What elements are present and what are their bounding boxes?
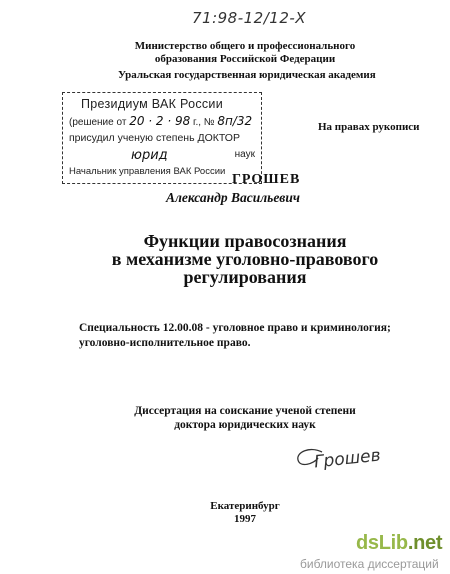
title-line-2: в механизме уголовно-правового [111,249,379,269]
signature: Грошев [313,445,382,473]
ministry-header [20,40,450,66]
stamp-decision-prefix: (решение от [69,117,127,128]
degree-line-2: доктора юридических наук [174,419,316,431]
stamp-line-1: Президиум ВАК России [81,97,223,111]
handwritten-reference: 71:98-12/12-Х [192,9,307,27]
degree-statement [20,404,450,432]
city: Екатеринбург [210,500,280,512]
degree-line-1: Диссертация на соискание ученой степени [134,405,356,417]
dslib-logo-main: dsLib [356,532,408,554]
dslib-tagline: библиотека диссертаций [300,557,439,571]
specialty-line-2: уголовно-исполнительное право. [79,337,251,349]
ministry-line-1: Министерство общего и профессионального [134,40,356,52]
stamp-field-suffix: наук [234,149,255,160]
author-name: Александр Васильевич [166,190,300,205]
dissertation-title [20,232,450,286]
stamp-decision-number: 8п/32 [217,114,253,128]
title-line-1: Функции правосознания [143,231,347,251]
stamp-line-2 [69,114,252,128]
vak-stamp [62,92,262,184]
author-surname: ГРОШЕВ [232,172,301,187]
title-line-3: регулирования [183,267,307,287]
academy-name: Уральская государственная юридическая академия [118,69,376,81]
stamp-line-5: Начальник управления ВАК России [69,166,226,177]
stamp-field-handwritten: юрид [131,148,168,163]
specialty [79,321,391,351]
rights-note: На правах рукописи [318,121,420,133]
stamp-line-4 [69,148,255,163]
ministry-line-2: образования Российской Федерации [154,53,336,65]
stamp-decision-date: 20 · 2 · 98 [129,114,191,128]
dslib-logo-tld: .net [407,532,443,554]
signature-flourish [292,446,326,470]
stamp-line-3: присудил ученую степень ДОКТОР [69,132,240,144]
dslib-logo [356,532,442,555]
year: 1997 [234,513,256,525]
place-and-year [20,500,450,526]
stamp-decision-mid: г., № [193,117,215,128]
specialty-line-1: Специальность 12.00.08 - уголовное право и криминология; [79,322,391,334]
